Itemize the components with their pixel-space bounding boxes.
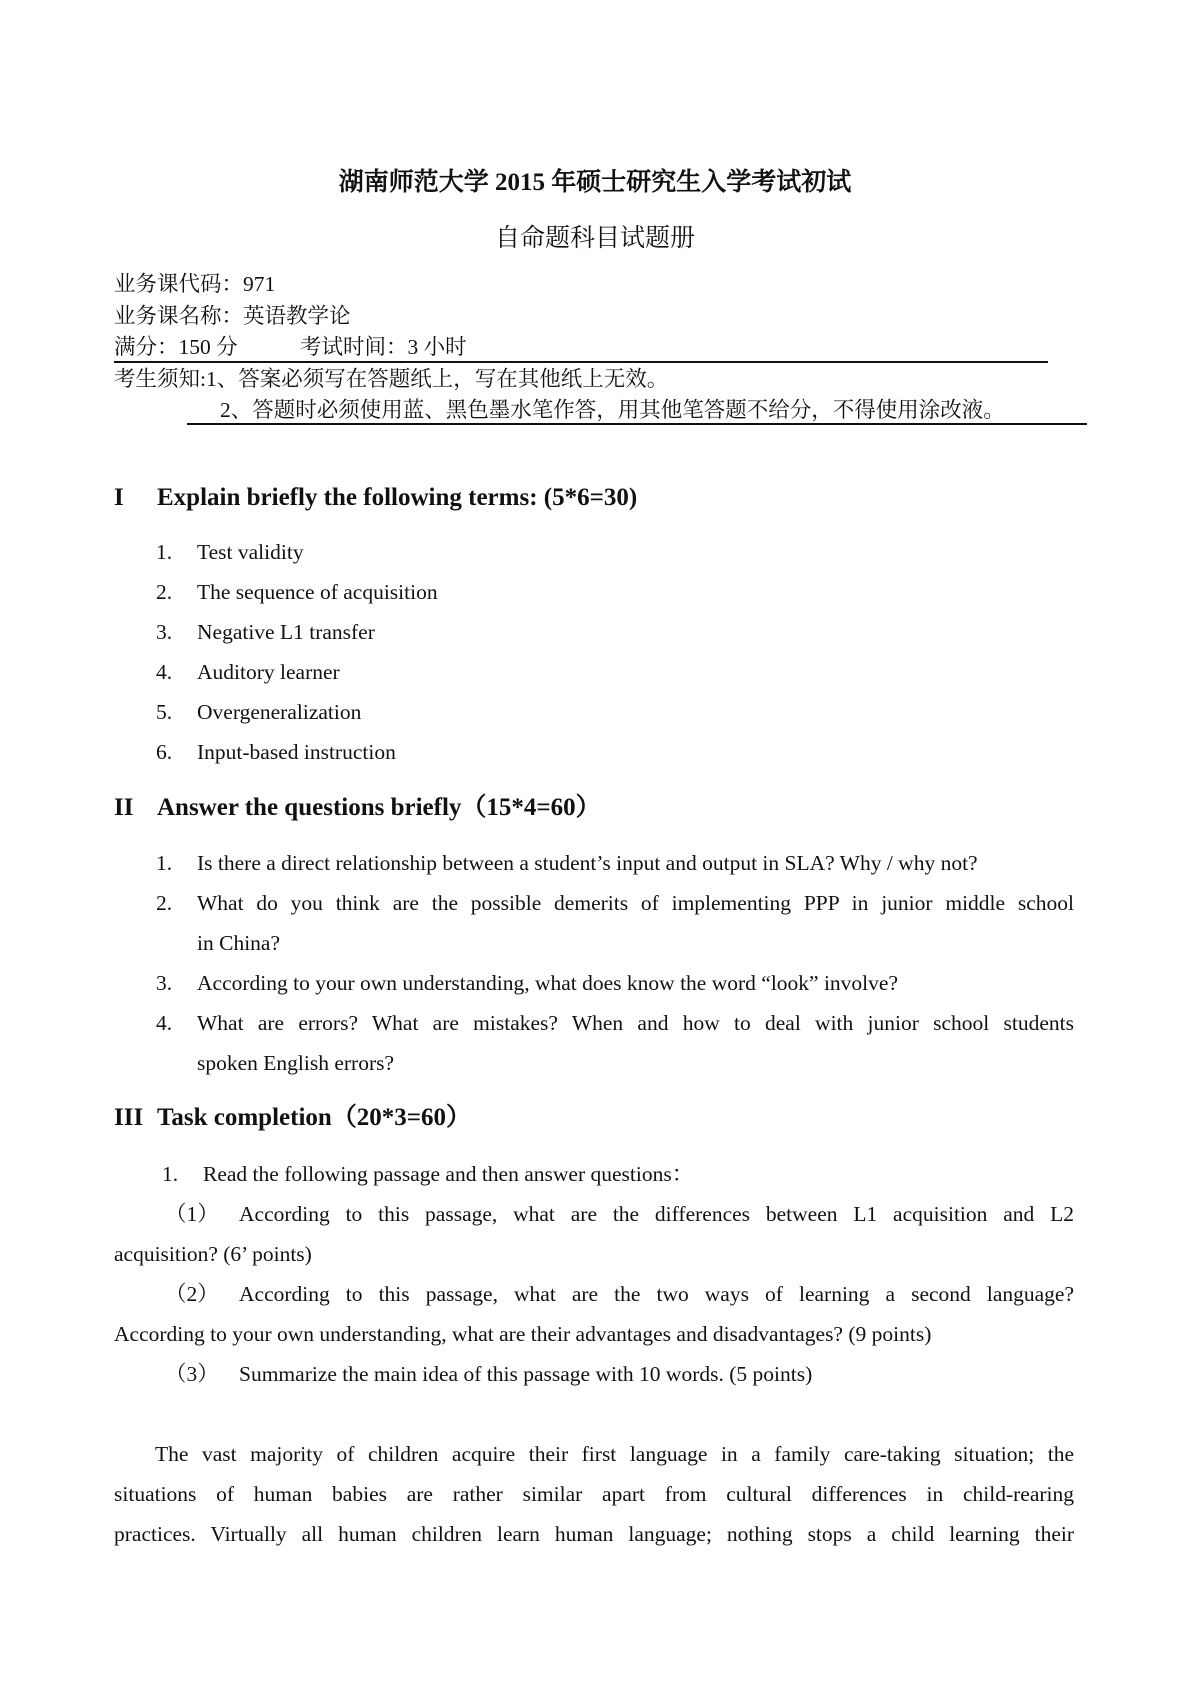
section-numeral: III <box>114 1104 144 1131</box>
section-numeral: II <box>114 794 134 821</box>
section-title: Explain briefly the following terms: (5*6=30) <box>157 484 638 511</box>
item-number: （1） <box>165 1202 219 1226</box>
item-number: 1. <box>156 851 173 875</box>
exam-time: 考试时间：3 小时 <box>300 335 467 359</box>
item-text: What are errors? What are mistakes? When and how to deal with junior school students <box>197 1011 1074 1035</box>
item-text-cont: According to your own understanding, what are their advantages and disadvantages? (9 points) <box>114 1322 932 1346</box>
item-text: Negative L1 transfer <box>197 620 375 644</box>
item-text: According to this passage, what are the two ways of learning a second language? <box>239 1282 1074 1306</box>
item-text-cont: spoken English errors? <box>197 1051 395 1075</box>
item-text: Auditory learner <box>197 660 340 684</box>
section-2-heading <box>114 794 601 821</box>
item-number: 6. <box>156 740 173 764</box>
item-number: 4. <box>156 1011 173 1035</box>
item-text: According to your own understanding, what does know the word “look” involve? <box>197 971 898 995</box>
item-text: What do you think are the possible demerits of implementing PPP in junior middle school <box>197 891 1074 915</box>
item-text: Overgeneralization <box>197 700 362 724</box>
item-number: 4. <box>156 660 173 684</box>
item-text: Is there a direct relationship between a student’s input and output in SLA? Why / why not? <box>197 851 978 875</box>
section-title: Task completion（20*3=60） <box>157 1104 472 1131</box>
item-number: 3. <box>156 620 173 644</box>
item-text: Summarize the main idea of this passage with 10 words. (5 points) <box>239 1362 813 1386</box>
item-number: 5. <box>156 700 173 724</box>
section-3-heading <box>114 1104 472 1131</box>
notice-1: 考生须知:1、答案必须写在答题纸上，写在其他纸上无效。 <box>114 367 669 391</box>
item-text: The sequence of acquisition <box>197 580 438 604</box>
item-number: 1. <box>162 1162 179 1186</box>
full-score: 满分：150 分 <box>114 335 238 359</box>
item-number: 2. <box>156 580 173 604</box>
course-code: 业务课代码：971 <box>114 272 276 296</box>
divider <box>187 423 1087 425</box>
item-number: 1. <box>156 540 173 564</box>
item-number: 2. <box>156 891 173 915</box>
exam-title: 湖南师范大学 2015 年硕士研究生入学考试初试 <box>338 169 852 196</box>
item-text: Input-based instruction <box>197 740 396 764</box>
section-title: Answer the questions briefly（15*4=60） <box>157 794 601 821</box>
item-text: According to this passage, what are the differences between L1 acquisition and L2 <box>239 1202 1074 1226</box>
notice-2: 2、答题时必须使用蓝、黑色墨水笔作答，用其他笔答题不给分，不得使用涂改液。 <box>220 398 1005 422</box>
item-number: （3） <box>165 1362 219 1386</box>
divider <box>114 361 1048 363</box>
item-text-cont: in China? <box>197 931 280 955</box>
passage-line: practices. Virtually all human children learn human language; nothing stops a child learning their <box>114 1522 1074 1546</box>
section-numeral: I <box>114 484 124 511</box>
section-1-heading <box>114 484 638 511</box>
course-name: 业务课名称：英语教学论 <box>114 304 351 328</box>
item-number: 3. <box>156 971 173 995</box>
item-text: Test validity <box>197 540 304 564</box>
passage-line: The vast majority of children acquire their first language in a family care-taking situation; the <box>155 1442 1074 1466</box>
item-text: Read the following passage and then answer questions： <box>203 1162 694 1186</box>
item-text-cont: acquisition? (6’ points) <box>114 1242 312 1266</box>
passage-line: situations of human babies are rather similar apart from cultural differences in child-rearing <box>114 1482 1074 1506</box>
item-number: （2） <box>165 1282 219 1306</box>
exam-subtitle: 自命题科目试题册 <box>494 225 695 252</box>
